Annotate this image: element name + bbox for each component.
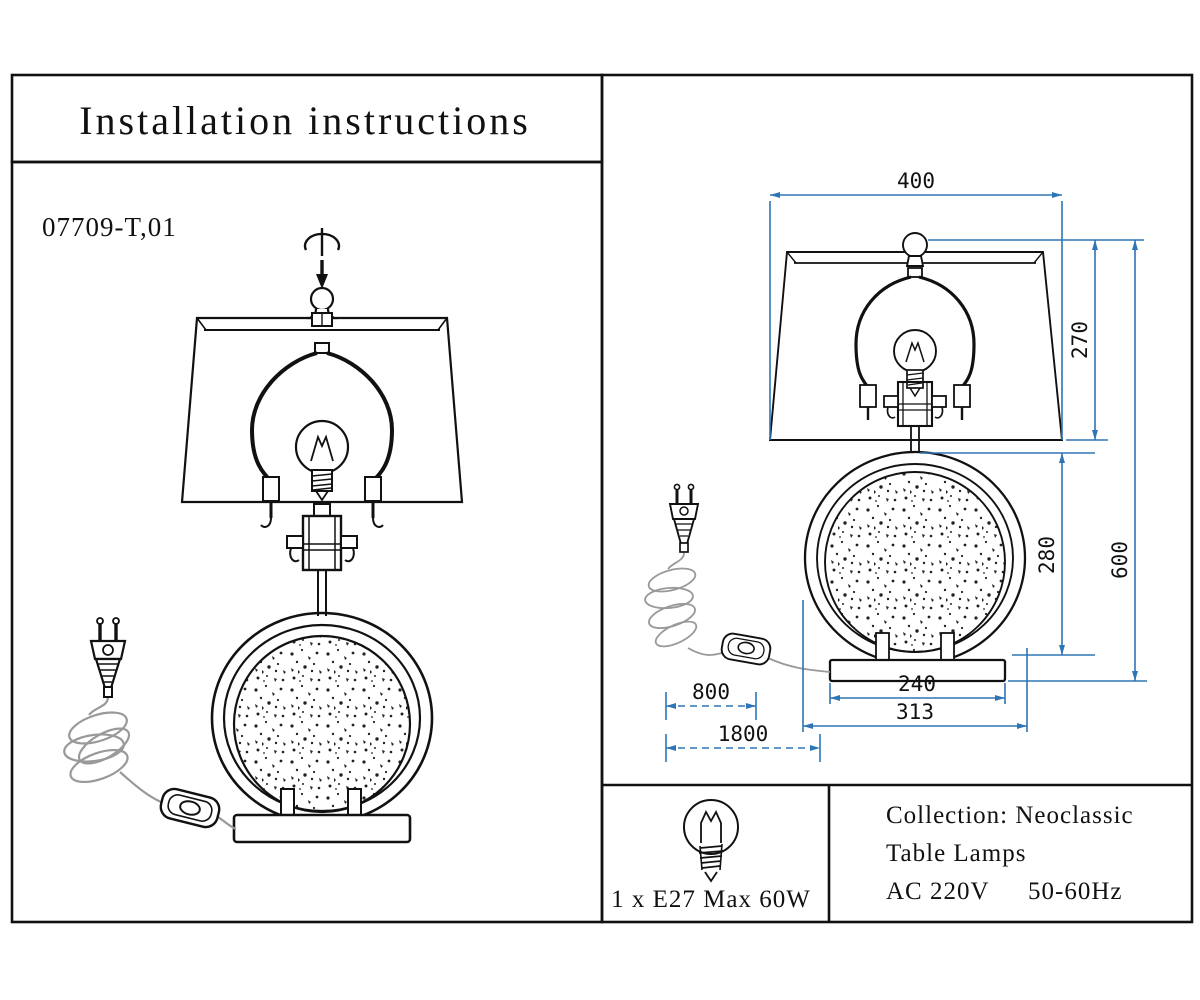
dim-switch-distance: 800	[692, 680, 730, 704]
inline-switch	[158, 786, 222, 829]
spec-box	[611, 802, 1133, 913]
right-lamp-drawing	[644, 233, 1062, 681]
light-bulb	[296, 421, 348, 500]
dim-shade-width: 400	[897, 169, 935, 193]
base-disk-dimensioned	[825, 472, 1005, 652]
bulb-icon	[684, 800, 738, 881]
light-bulb-dimensioned	[894, 330, 936, 396]
power-plug-icon	[91, 618, 125, 697]
dim-base-circle-height: 280	[1035, 536, 1059, 574]
inline-switch2	[720, 632, 772, 666]
power-plug-icon2	[670, 484, 698, 552]
page-title: Installation instructions	[79, 98, 531, 143]
base-post-left	[281, 789, 294, 815]
finial-dimensioned	[903, 233, 927, 266]
base-post-left2	[876, 633, 889, 660]
base-post-right	[348, 789, 361, 815]
collection-text: Collection: Neoclassic	[886, 802, 1134, 829]
lamp-socket	[287, 504, 357, 570]
base-disk	[234, 636, 410, 812]
dim-cord-length: 1800	[717, 722, 769, 746]
rotate-direction-icon	[305, 228, 339, 289]
left-lamp-drawing	[62, 228, 462, 842]
model-number: 07709-T,01	[42, 212, 177, 242]
dim-plinth-width: 240	[898, 672, 936, 696]
dim-shade-height: 270	[1068, 321, 1092, 359]
base-plinth	[234, 815, 410, 842]
bulb-spec-text: 1 x E27 Max 60W	[611, 886, 811, 913]
lamp-rod	[318, 570, 326, 616]
dim-total-height: 600	[1108, 541, 1132, 579]
voltage-text: AC 220V	[886, 878, 990, 905]
base-post-right2	[941, 633, 954, 660]
frequency-text: 50-60Hz	[1028, 878, 1123, 905]
dim-base-width: 313	[896, 700, 934, 724]
category-text: Table Lamps	[886, 840, 1027, 867]
